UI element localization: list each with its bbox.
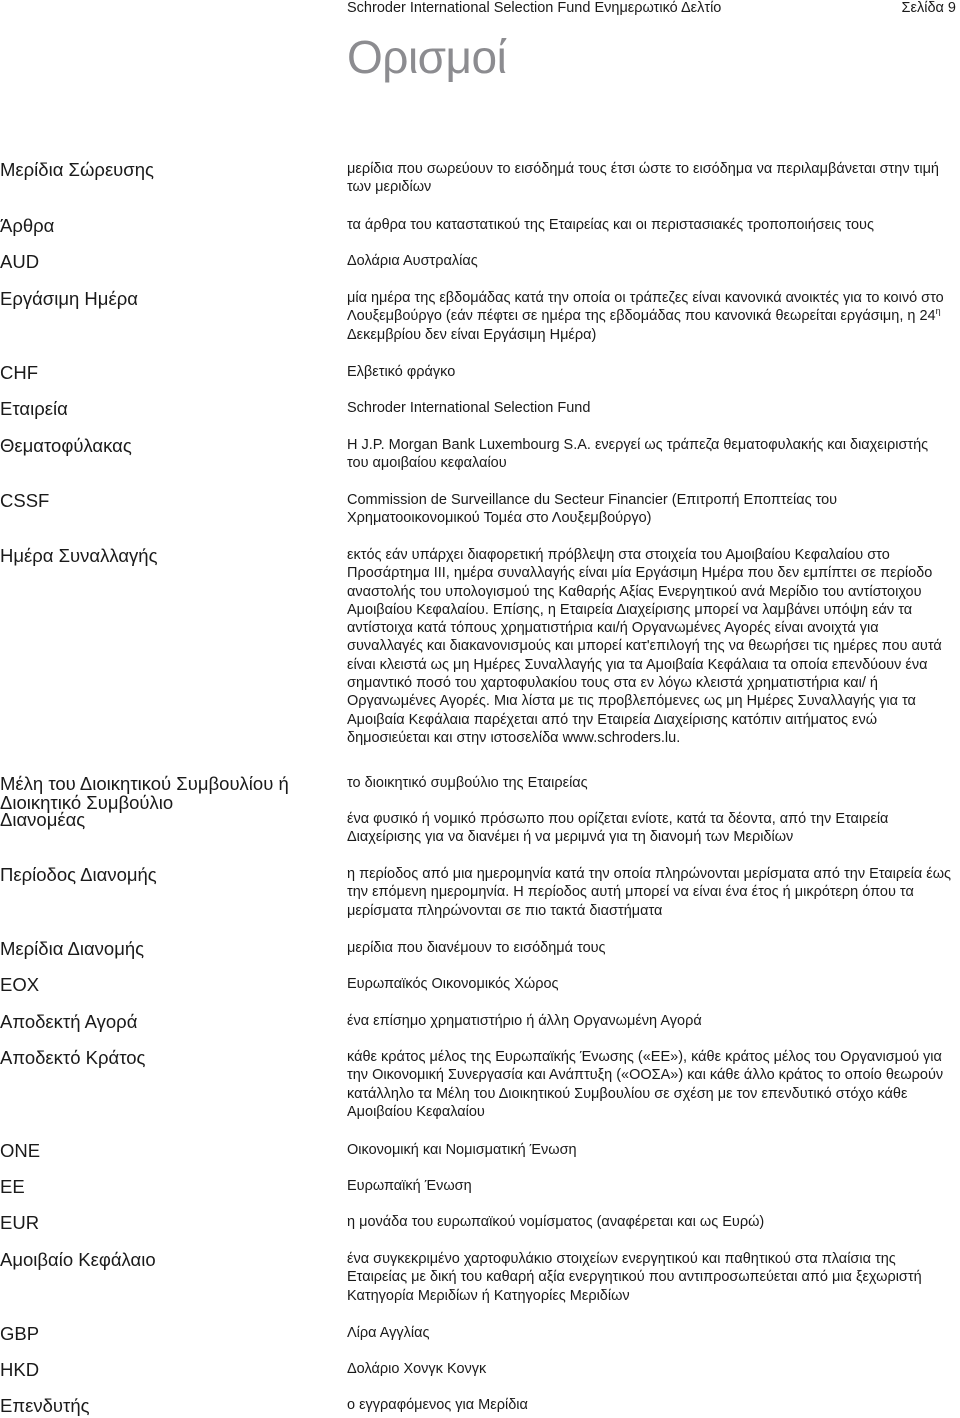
definition-text: ένα φυσικό ή νομικό πρόσωπο που ορίζεται ενίοτε, κατά τα δέοντα, από την Εταιρεία Διαχείρισης για να διανέμει ή να μεριμνά για τη διανομή των Μεριδίων — [347, 811, 889, 846]
definition-term: Άρθρα — [0, 215, 55, 236]
definition-term: Μέλη του Διοικητικού Συμβουλίου ή Διοικητικό Συμβούλιο — [0, 773, 289, 813]
definition-text-part: Δεκεμβρίου δεν είναι Εργάσιμη Ημέρα) — [347, 326, 597, 343]
definition-text: η μονάδα του ευρωπαϊκού νομίσματος (αναφέρεται και ως Ευρώ) — [347, 1214, 765, 1230]
definition-term: CHF — [0, 362, 39, 383]
definition-text: μερίδια που σωρεύουν το εισόδημά τους έτσι ώστε το εισόδημα να περιλαμβάνεται στην τιμή των μεριδίων — [347, 161, 939, 196]
definition-term: Επενδυτής — [0, 1395, 90, 1416]
definition-term: EUR — [0, 1212, 40, 1233]
definition-term: ΟΝΕ — [0, 1140, 41, 1161]
definition-term: Μερίδια Σώρευσης — [0, 159, 154, 180]
definition-text: εκτός εάν υπάρχει διαφορετική πρόβλεψη στα στοιχεία του Αμοιβαίου Κεφαλαίου στο Προσάρτημα III, ημέρα συναλλαγής είναι μία Εργάσιμη Ημέρα που δεν εμπίπτει σε περίοδο αναστολής του υπολογισμού της Καθαρής Αξίας Ενεργητικού ανά Μερίδιο του αντίστοιχου Αμοιβαίου Κεφαλαίου. Επίσης, η Εταιρεία Διαχείρισης μπορεί να λαμβάνει υπόψη εάν τα αντίστοιχα κατά τόπους χρηματιστήρια και/ή Οργανωμένες Αγορές είναι ανοιχτά για συναλλαγές και διακανονισμούς και μπορεί κατ'επιλογή της να θεωρήσει τις ημέρες που αυτά είναι κλειστά ως μη Ημέρες Συναλλαγής για τα Αμοιβαία Κεφάλαια τα οποία επενδύουν ένα σημαντικό ποσό του χαρτοφυλακίου τους στα εν λόγω κλειστά χρηματιστήρια και/ ή Οργανωμένες Αγορές. Μια λίστα με τις προβλεπόμενες ως μη Ημέρες Συναλλαγής για τα Αμοιβαία Κεφάλαια παρέχεται από την Εταιρεία Διαχείρισης κατόπιν αιτήματος ενώ δημοσιεύεται και στην ιστοσελίδα www.schroders.lu. — [347, 547, 942, 746]
definition-text: H J.P. Morgan Bank Luxembourg S.A. ενεργεί ως τράπεζα θεματοφυλακής και διαχειριστής του αμοιβαίου κεφαλαίου — [347, 437, 929, 472]
definition-term: Θεματοφύλακας — [0, 435, 132, 456]
page-number: Σελίδα 9 — [901, 0, 956, 16]
definition-text: η περίοδος από μια ημερομηνία κατά την οποία πληρώνονται μερίσματα από την Εταιρεία έως την επόμενη ημερομηνία. Η περίοδος αυτή μπορεί να είναι ένα έτος ή μικρότερη όπου τα μερίσματα πληρώνονται σε πιο τακτά διαστήματα — [347, 866, 952, 919]
definition-term: ΕΟΧ — [0, 974, 40, 995]
definition-term: Αμοιβαίο Κεφάλαιο — [0, 1249, 156, 1270]
definition-text: τα άρθρα του καταστατικού της Εταιρείας και οι περιστασιακές τροποποιήσεις τους — [347, 217, 874, 233]
definition-term: Εταιρεία — [0, 398, 68, 419]
definition-text: ένα συγκεκριμένο χαρτοφυλάκιο στοιχείων ενεργητικού και παθητικού στα πλαίσια της Εταιρείας με δική του καθαρή αξία ενεργητικού που αντιπροσωπεύεται από μια ξεχωριστή Κατηγορία Μεριδίων ή Κατηγορίες Μεριδίων — [347, 1251, 922, 1304]
definition-term: Περίοδος Διανομής — [0, 864, 157, 885]
definition-text: ένα επίσημο χρηματιστήριο ή άλλη Οργανωμένη Αγορά — [347, 1013, 702, 1029]
ordinal-superscript: η — [935, 306, 941, 317]
definition-text — [347, 289, 952, 344]
definition-term: GBP — [0, 1323, 40, 1344]
definition-term: Αποδεκτή Αγορά — [0, 1011, 138, 1032]
definition-term: Διανομέας — [0, 809, 86, 830]
definition-text: Λίρα Αγγλίας — [347, 1325, 430, 1341]
definition-term: CSSF — [0, 490, 50, 511]
definition-text: ο εγγραφόμενος για Μερίδια — [347, 1397, 528, 1413]
definition-text: το διοικητικό συμβούλιο της Εταιρείας — [347, 775, 588, 791]
definition-text-part: μία ημέρα της εβδομάδας κατά την οποία οι τράπεζες είναι κανονικά ανοικτές για το κοινό στο Λουξεμβούργο (εάν πέφτει σε ημέρα της εβδομάδας που κανονικά θεωρείται εργάσιμη, η 24 — [347, 290, 944, 325]
definition-text: Schroder International Selection Fund — [347, 400, 591, 416]
page-header — [347, 0, 960, 22]
definition-text: Ελβετικό φράγκο — [347, 364, 456, 380]
definition-text: Commission de Surveillance du Secteur Financier (Επιτροπή Εποπτείας του Χρηματοοικονομικού Τομέα στο Λουξεμβούργο) — [347, 492, 838, 527]
definition-term: Μερίδια Διανομής — [0, 938, 145, 959]
definition-term: HKD — [0, 1359, 40, 1380]
definition-text: Ευρωπαϊκός Οικονομικός Χώρος — [347, 976, 559, 992]
definition-text: Οικονομική και Νομισματική Ένωση — [347, 1142, 577, 1158]
document-title: Schroder International Selection Fund Ενημερωτικό Δελτίο — [347, 0, 722, 16]
definition-text: Δολάρια Αυστραλίας — [347, 253, 478, 269]
definition-text: μερίδια που διανέμουν το εισόδημά τους — [347, 940, 606, 956]
definition-term: Αποδεκτό Κράτος — [0, 1047, 146, 1068]
definition-term: ΕΕ — [0, 1176, 25, 1197]
definition-text: Ευρωπαϊκή Ένωση — [347, 1178, 472, 1194]
definition-term: Εργάσιμη Ημέρα — [0, 288, 138, 309]
definition-term: Ημέρα Συναλλαγής — [0, 545, 158, 566]
definition-text: κάθε κράτος μέλος της Ευρωπαϊκής Ένωσης («ΕΕ»), κάθε κράτος μέλος του Οργανισμού για την Οικονομική Συνεργασία και Ανάπτυξη («ΟΟΣΑ») και κάθε άλλο κράτος το οποίο θεωρούν κατάλληλο τα Μέλη του Διοικητικού Συμβουλίου σε σχέση με τον επενδυτικό στόχο κάθε Αμοιβαίου Κεφαλαίου — [347, 1049, 944, 1120]
definition-text: Δολάριο Χονγκ Κονγκ — [347, 1361, 487, 1377]
definition-term: AUD — [0, 251, 40, 272]
page-title: Ορισμοί — [347, 31, 507, 83]
